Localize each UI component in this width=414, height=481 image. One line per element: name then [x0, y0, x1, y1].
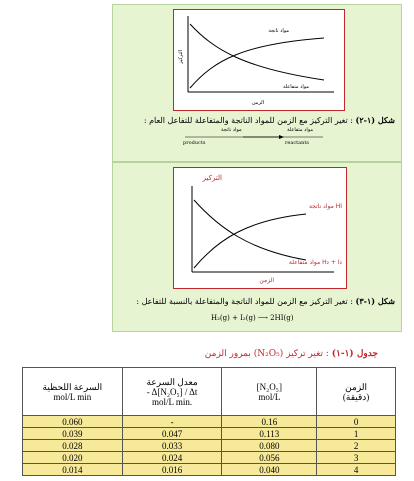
- cell-instant-rate: 0.014: [23, 464, 123, 476]
- header-time: الزمن (دقيقة): [317, 368, 396, 416]
- cell-time: 2: [317, 440, 396, 452]
- figure-2-caption-text: : تغير التركيز مع الزمن للمواد الناتجة والمتفاعلة بالنسبة للتفاعل :: [136, 297, 353, 306]
- figure-2-caption-label: شكل (١-٣): [355, 296, 395, 306]
- table-title: [205, 349, 378, 359]
- figure-2-equation: H₂(g) + I₂(g) ⟶ 2HI(g): [211, 314, 294, 322]
- cell-concentration: 0.056: [222, 452, 317, 464]
- cell-concentration: 0.113: [222, 428, 317, 440]
- header-instant-rate: السرعة اللحظية mol/L min: [23, 368, 123, 416]
- y-axis-label: التركيز: [202, 174, 222, 182]
- figure-1-equation: [183, 127, 333, 151]
- figure-1-caption-label: شكل (١-٢): [355, 115, 395, 125]
- figure-1-graph-area: [173, 9, 345, 111]
- table-title-label: جدول (١-١): [331, 349, 378, 359]
- cell-concentration: 0.080: [222, 440, 317, 452]
- equation-arrow: [183, 127, 333, 151]
- cell-instant-rate: 0.020: [23, 452, 123, 464]
- table-header-row: [23, 368, 396, 416]
- x-axis-label: الزمن: [251, 100, 264, 106]
- cell-average-rate: 0.024: [122, 452, 222, 464]
- table-row: [23, 428, 396, 440]
- figure-2-graph-area: [173, 167, 347, 289]
- y-axis-label: التركيز: [178, 50, 184, 64]
- header-concentration: [N₂O₅] mol/L: [222, 368, 317, 416]
- cell-average-rate: 0.047: [122, 428, 222, 440]
- products-label: مواد ناتجة HI: [308, 203, 342, 210]
- figure-2-panel: [112, 162, 402, 332]
- figure-1-panel: [112, 4, 402, 162]
- equation-products-en: products: [183, 140, 206, 146]
- figure-1-caption: [144, 115, 395, 125]
- equation-left-term: مواد متفاعلة: [287, 127, 314, 133]
- cell-concentration: 0.040: [222, 464, 317, 476]
- figure-2-plot: [174, 168, 346, 288]
- cell-concentration: 0.16: [222, 416, 317, 428]
- cell-instant-rate: 0.060: [23, 416, 123, 428]
- equation-reactants-en: reactants: [285, 140, 309, 146]
- figure-1-plot: [174, 10, 344, 110]
- table-row: [23, 452, 396, 464]
- products-curve-label: مواد ناتجة: [268, 28, 289, 34]
- table-row: [23, 440, 396, 452]
- cell-time: 0: [317, 416, 396, 428]
- cell-average-rate: -: [122, 416, 222, 428]
- table-row: [23, 464, 396, 476]
- cell-instant-rate: 0.028: [23, 440, 123, 452]
- products-curve: [190, 38, 324, 88]
- reactants-label: مواد متفاعلة H₂ + I₂: [288, 259, 342, 266]
- reactants-curve: [190, 24, 324, 80]
- cell-average-rate: 0.033: [122, 440, 222, 452]
- cell-time: 4: [317, 464, 396, 476]
- cell-time: 1: [317, 428, 396, 440]
- cell-instant-rate: 0.039: [23, 428, 123, 440]
- reactants-curve-label: مواد متفاعلة: [282, 84, 309, 90]
- header-average-rate: معدل السرعة - Δ[N₂O₅] / Δt mol/L min.: [122, 368, 222, 416]
- table-row: [23, 416, 396, 428]
- data-table: [22, 367, 396, 476]
- cell-average-rate: 0.016: [122, 464, 222, 476]
- cell-time: 3: [317, 452, 396, 464]
- figure-2-caption: [136, 296, 395, 306]
- table-title-text: : تغير تركيز (N₂O₅) بمرور الزمن: [204, 349, 329, 359]
- x-axis-label: الزمن: [259, 277, 274, 284]
- equation-right-term: مواد ناتجة: [221, 127, 242, 133]
- figure-1-caption-text: : تغير التركيز مع الزمن للمواد الناتجة والمتفاعلة للتفاعل العام :: [143, 116, 353, 125]
